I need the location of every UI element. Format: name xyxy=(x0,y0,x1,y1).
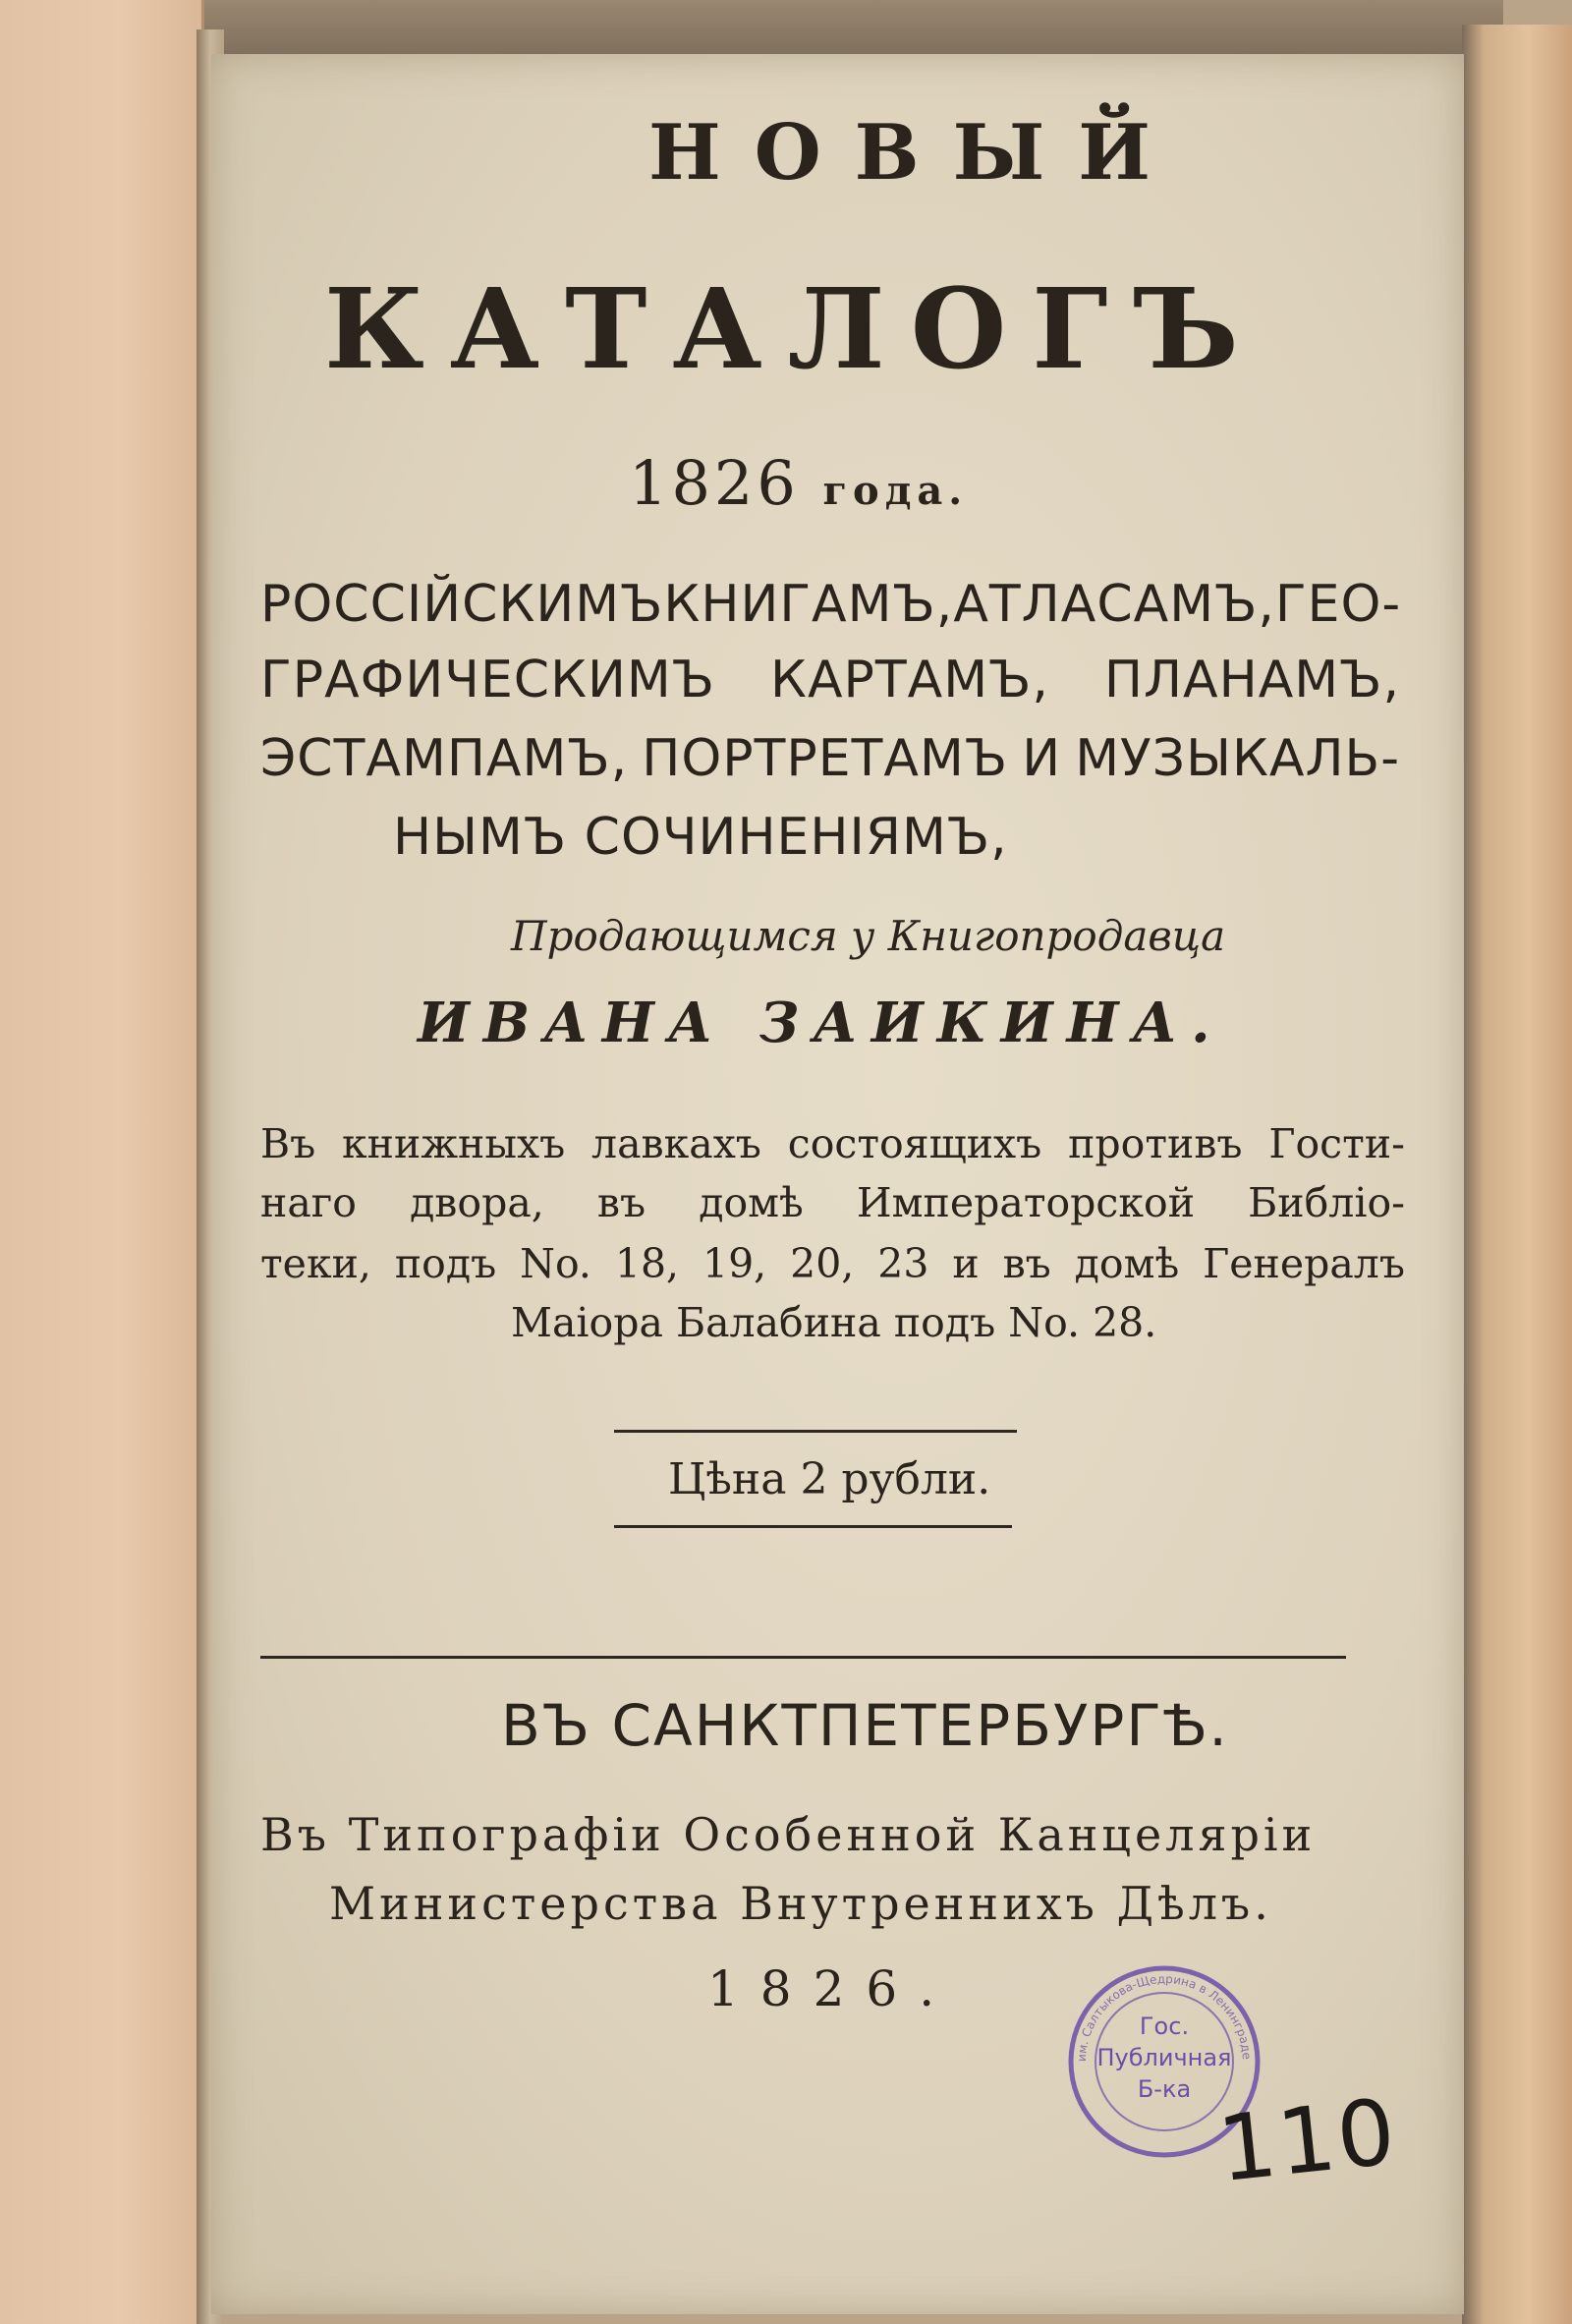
stamp-line-3: Б-ка xyxy=(1137,2075,1192,2103)
address-word: домѣ xyxy=(699,1179,804,1226)
stamp-line-1: Гос. xyxy=(1139,2012,1190,2040)
address-word: Гости- xyxy=(1268,1120,1405,1167)
address-word: 23 xyxy=(877,1240,929,1287)
address-word: Маіора Балабина подъ No. 28. xyxy=(511,1299,1157,1346)
address-word: книжныхъ xyxy=(342,1120,566,1167)
left-cover-board xyxy=(0,0,204,2324)
imprint-printer-line-1: Въ Типографіи Особенной Канцеляріи xyxy=(260,1808,1317,1861)
imprint-rule xyxy=(260,1656,1346,1659)
subject-word: ПЛАНАМЪ, xyxy=(1103,651,1400,709)
book-top-edge xyxy=(128,0,1503,61)
subject-word: РОССІЙСКИМЪ xyxy=(260,575,664,634)
subject-word: И xyxy=(1022,729,1062,788)
subject-word: ГРАФИЧЕСКИМЪ xyxy=(260,651,716,709)
subject-line-3 xyxy=(260,729,1400,788)
address-word: лавкахъ xyxy=(591,1120,761,1167)
address-word: 19, xyxy=(702,1240,767,1287)
imprint-year: 1826. xyxy=(707,1960,957,2017)
title-line-2: КАТАЛОГЪ xyxy=(324,265,1264,394)
title-year-number: 1826 xyxy=(629,447,800,519)
title-year-word: года. xyxy=(822,468,969,514)
address-line-1 xyxy=(260,1120,1405,1167)
address-word: 20, xyxy=(790,1240,855,1287)
address-word: теки, xyxy=(260,1240,371,1287)
subject-line-4 xyxy=(393,808,1008,867)
subject-word: АТЛАСАМЪ, xyxy=(953,575,1275,634)
address-line-4 xyxy=(511,1299,1156,1346)
seller-name: ИВАНА ЗАИКИНА. xyxy=(418,991,1224,1055)
price: Цѣна 2 рубли. xyxy=(668,1454,991,1504)
address-word: состоящихъ xyxy=(787,1120,1042,1167)
address-word: и xyxy=(952,1240,980,1287)
subject-word: ЭСТАМПАМЪ, xyxy=(260,729,629,788)
subject-line-1 xyxy=(260,575,1400,634)
subject-line-2 xyxy=(260,651,1400,709)
price-rule-bottom xyxy=(614,1525,1012,1528)
address-word: 18, xyxy=(614,1240,680,1287)
address-word: двора, xyxy=(410,1179,544,1226)
imprint-city: ВЪ САНКТПЕТЕРБУРГѢ. xyxy=(501,1692,1229,1759)
address-word: наго xyxy=(260,1179,357,1226)
address-line-3 xyxy=(260,1240,1405,1287)
stamp-ring-text: им. Салтыкова-Щедрина в Ленинграде xyxy=(1074,1971,1255,2063)
address-line-2 xyxy=(260,1179,1405,1226)
subject-word: КНИГАМЪ, xyxy=(663,575,954,634)
title-line-1: НОВЫЙ xyxy=(648,108,1184,198)
seller-intro: Продающимся у Книгопродавца xyxy=(511,912,1226,960)
address-word: Библіо- xyxy=(1248,1179,1405,1226)
address-word: въ xyxy=(1002,1240,1051,1287)
address-word: Въ xyxy=(260,1120,316,1167)
subject-word: ПОРТРЕТАМЪ xyxy=(642,729,1009,788)
title-year xyxy=(629,447,1081,519)
address-word: противъ xyxy=(1068,1120,1243,1167)
subject-word: НЫМЪ СОЧИНЕНІЯМЪ, xyxy=(393,808,1008,867)
address-word: Генералъ xyxy=(1203,1240,1405,1287)
address-word: домѣ xyxy=(1074,1240,1180,1287)
subject-word: ГЕО- xyxy=(1274,575,1402,634)
handwritten-shelfmark: 110 xyxy=(1212,2078,1402,2203)
subject-word: КАРТАМЪ, xyxy=(770,651,1049,709)
address-word: Императорской xyxy=(856,1179,1196,1226)
imprint-printer-line-2: Министерства Внутреннихъ Дѣлъ. xyxy=(329,1877,1272,1930)
price-rule-top xyxy=(614,1430,1017,1433)
address-word: въ xyxy=(596,1179,646,1226)
address-word: подъ xyxy=(394,1240,497,1287)
subject-word: МУЗЫКАЛЬ- xyxy=(1075,729,1400,788)
address-word: No. xyxy=(520,1240,591,1287)
right-cover-edge xyxy=(1462,25,1572,2324)
stamp-line-2: Публичная xyxy=(1096,2044,1232,2071)
